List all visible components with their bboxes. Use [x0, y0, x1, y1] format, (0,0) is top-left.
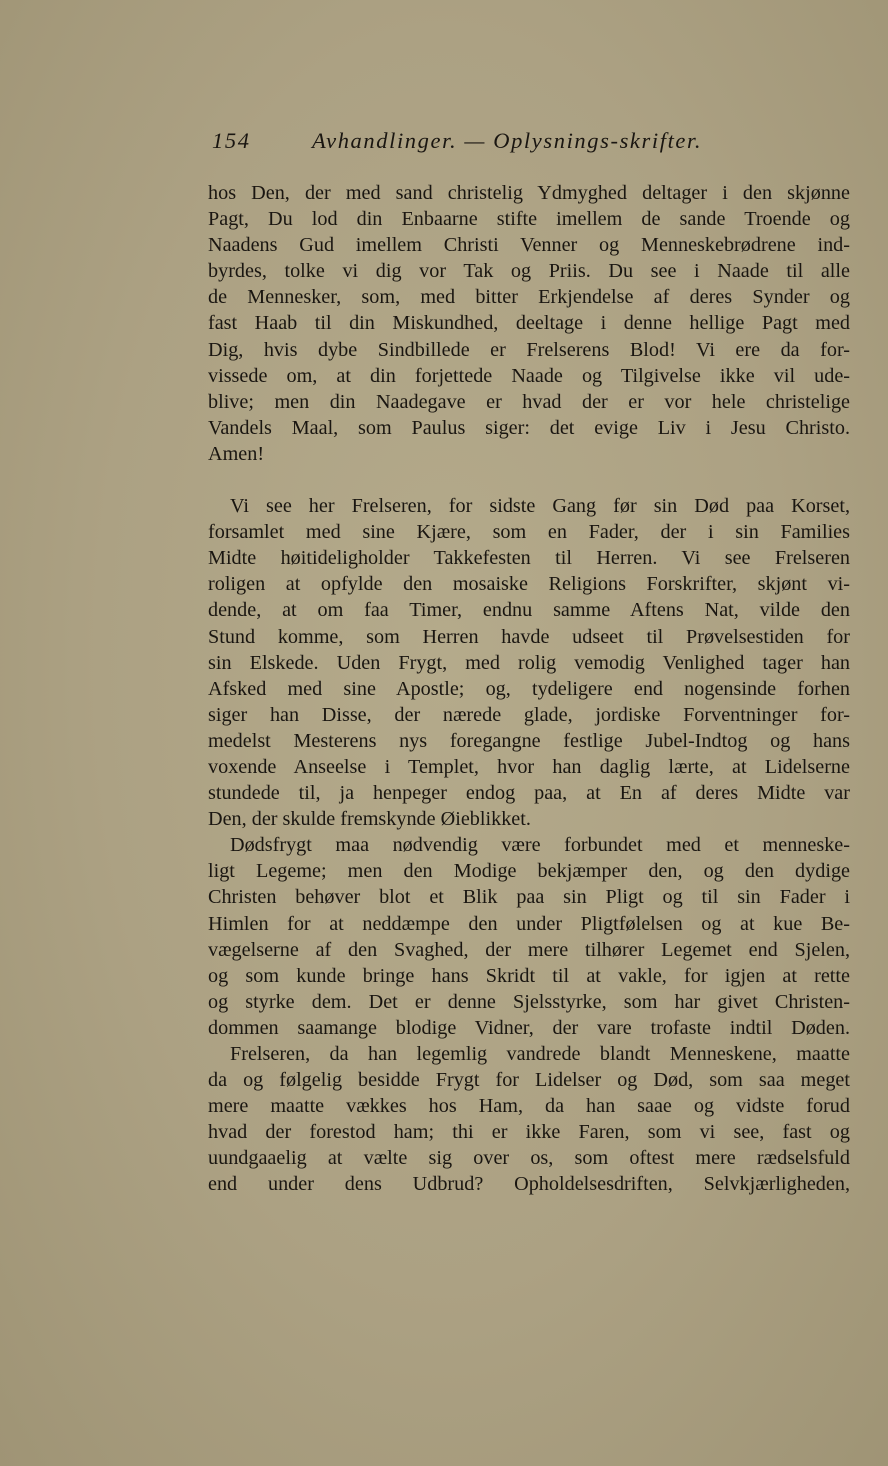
text-line: sin Elskede. Uden Frygt, med rolig vemodig Venlighed tager han — [208, 651, 850, 674]
text-line: siger han Disse, der nærede glade, jordiske Forventninger for- — [208, 703, 850, 726]
text-line: Amen! — [208, 442, 265, 465]
text-line: Naadens Gud imellem Christi Venner og Menneskebrødrene ind- — [208, 234, 850, 257]
text-line: uundgaaelig at vælte sig over os, som oftest mere rædselsfuld — [208, 1147, 850, 1170]
text-line: de Mennesker, som, med bitter Erkjendelse af deres Synder og — [208, 286, 850, 309]
text-line: voxende Anseelse i Templet, hvor han daglig lærte, at Lidelserne — [208, 755, 850, 778]
paragraph-prayer-ending — [208, 180, 850, 467]
text-line: hvad der forestod ham; thi er ikke Faren, som vi see, fast og — [208, 1121, 850, 1144]
text-line: Pagt, Du lod din Enbaarne stifte imellem de sande Troende og — [208, 208, 850, 231]
text-line: ligt Legeme; men den Modige bekjæmper den, og den dydige — [208, 860, 850, 883]
text-line: dommen saamange blodige Vidner, der vare trofaste indtil Døden. — [208, 1016, 850, 1039]
text-line: fast Haab til din Miskundhed, deeltage i denne hellige Pagt med — [208, 312, 850, 335]
running-title: Avhandlinger. — Oplysnings-skrifter. — [312, 128, 703, 153]
text-line: byrdes, tolke vi dig vor Tak og Priis. Du see i Naade til alle — [208, 260, 850, 283]
text-line: roligen at opfylde den mosaiske Religions Forskrifter, skjønt vi- — [208, 573, 850, 596]
text-line: Midte høitideligholder Takkefesten til Herren. Vi see Frelseren — [208, 547, 850, 570]
text-line: dende, at om faa Timer, endnu samme Aftens Nat, vilde den — [208, 599, 850, 622]
text-line: og styrke dem. Det er denne Sjelsstyrke, som har givet Christen- — [208, 990, 850, 1013]
text-line: Afsked med sine Apostle; og, tydeligere end nogensinde forhen — [208, 677, 850, 700]
running-head — [212, 128, 852, 162]
text-line: end under dens Udbrud? Opholdelsesdriften, Selvkjærligheden, — [208, 1173, 850, 1196]
text-line: vægelserne af den Svaghed, der mere tilhører Legemet end Sjelen, — [208, 938, 850, 961]
text-line: blive; men din Naadegave er hvad der er vor hele christelige — [208, 390, 850, 413]
text-line: medelst Mesterens nys foregangne festlige Jubel-Indtog og hans — [208, 729, 850, 752]
text-line: Frelseren, da han legemlig vandrede blandt Menneskene, maatte — [230, 1043, 850, 1065]
text-line: Stund komme, som Herren havde udseet til Prøvelsestiden for — [208, 625, 850, 648]
page-number: 154 — [212, 128, 251, 153]
text-line: mere maatte vækkes hos Ham, da han saae og vidste forud — [208, 1095, 850, 1118]
text-line: vissede om, at din forjettede Naade og Tilgivelse ikke vil ude- — [208, 364, 850, 387]
text-line: stundede til, ja henpeger endog paa, at En af deres Midte var — [208, 782, 850, 805]
text-line: Himlen for at neddæmpe den under Pligtfølelsen og at kue Be- — [208, 912, 850, 935]
text-line: hos Den, der med sand christelig Ydmyghed deltager i den skjønne — [208, 182, 850, 204]
text-line: Vi see her Frelseren, for sidste Gang før sin Død paa Korset, — [230, 495, 850, 518]
text-line: og som kunde bringe hans Skridt til at vakle, for igjen at rette — [208, 964, 850, 987]
text-line: Christen behøver blot et Blik paa sin Pligt og til sin Fader i — [208, 886, 850, 909]
text-line: Vandels Maal, som Paulus siger: det evige Liv i Jesu Christo. — [208, 416, 850, 439]
text-line: da og følgelig besidde Frygt for Lidelser og Død, som saa meget — [208, 1069, 850, 1092]
paragraph-gap — [208, 467, 850, 493]
text-line: forsamlet med sine Kjære, som en Fader, der i sin Families — [208, 521, 850, 544]
body-text — [208, 180, 850, 1198]
paragraph-fear-of-death — [208, 832, 850, 1041]
paragraph-last-supper — [208, 493, 850, 832]
text-line: Dig, hvis dybe Sindbillede er Frelserens Blod! Vi ere da for- — [208, 338, 850, 361]
text-line: Den, der skulde fremskynde Øieblikket. — [208, 808, 531, 831]
text-line: Dødsfrygt maa nødvendig være forbundet med et menneske- — [230, 834, 850, 857]
paragraph-saviour-fear — [208, 1041, 850, 1198]
